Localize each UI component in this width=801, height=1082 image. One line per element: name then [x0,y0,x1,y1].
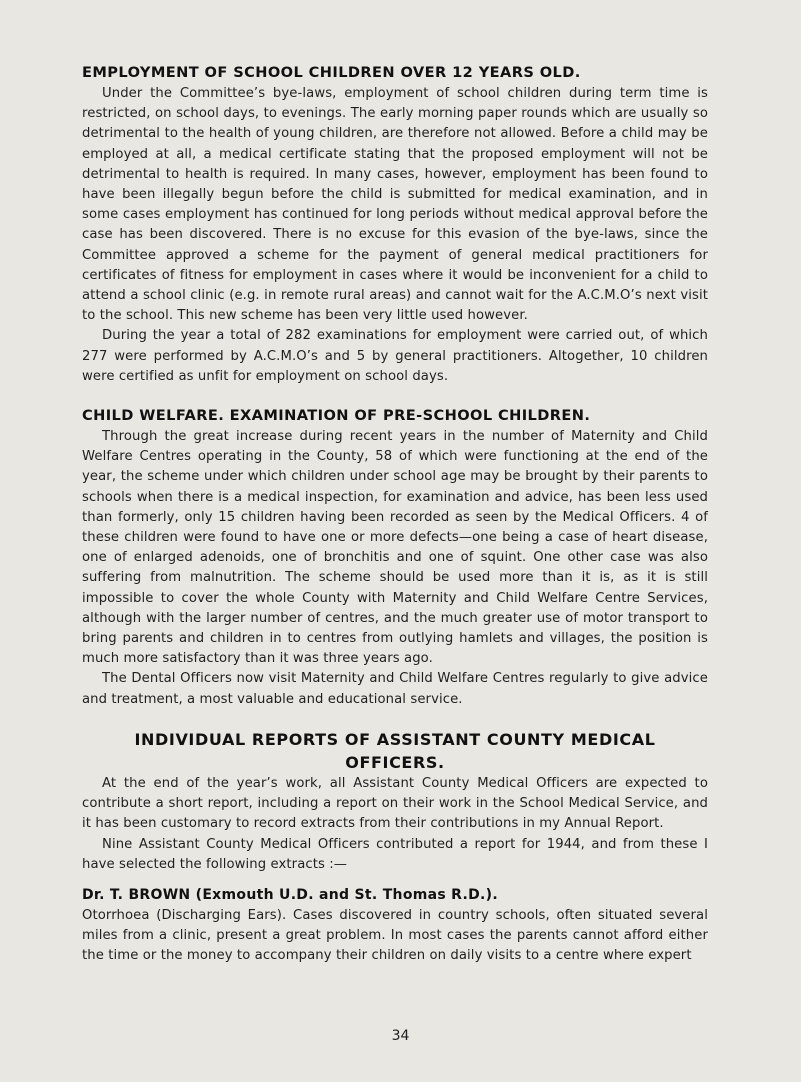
paragraph: At the end of the year’s work, all Assistant County Medical Officers are expected to contribute a short report, including a report on their work in the School Medical Service, and it has been customary to record extracts from their contributions in my Annual Report. [82,775,708,832]
officer-subheading: Dr. T. BROWN (Exmouth U.D. and St. Thomas R.D.). [82,886,498,903]
section-heading-child-welfare: CHILD WELFARE. EXAMINATION OF PRE-SCHOOL CHILDREN. [82,407,591,425]
document-page [82,62,708,967]
section-body-employment [82,84,708,387]
paragraph: Otorrhoea (Discharging Ears). Cases discovered in country schools, often situated several miles from a clinic, present a great problem. In most cases the parents cannot afford either the time or the money to accompany their children on daily visits to a centre where expert [82,907,708,964]
section-heading-individual-reports: INDIVIDUAL REPORTS OF ASSISTANT COUNTY MEDICAL OFFICERS. [134,729,656,772]
page-number: 34 [391,1028,410,1044]
section-body-individual-reports [82,774,708,875]
section-body-child-welfare [82,427,708,710]
paragraph: Under the Committee’s bye-laws, employment of school children during term time is restricted, on school days, to evenings. The early morning paper rounds which are usually so detrimental to the health of young children, are therefore not allowed. Before a child may be employed at all, a medical certificate stating that the proposed employment will not be detrimental to health is required. In many cases, however, employment has been found to have been illegally begun before the child is submitted for medical examination, and in some cases employment has continued for long periods without medical approval before the case has been discovered. There is no excuse for this evasion of the bye-laws, since the Committee approved a scheme for the payment of general medical practitioners for certificates of fitness for employment in cases where it would be inconvenient for a child to attend a school clinic (e.g. in remote rural areas) and cannot wait for the A.C.M.O’s next visit to the school. This new scheme has been very little used however. [82,86,708,324]
paragraph: The Dental Officers now visit Maternity and Child Welfare Centres regularly to give advice and treatment, a most valuable and educational service. [82,671,708,707]
paragraph: Nine Assistant County Medical Officers contributed a report for 1944, and from these I have selected the following extracts :— [82,836,708,872]
paragraph: During the year a total of 282 examinations for employment were carried out, of which 277 were performed by A.C.M.O’s and 5 by general practitioners. Altogether, 10 children were certified as unfit for employment on school days. [82,328,708,384]
paragraph: Through the great increase during recent years in the number of Maternity and Child Welfare Centres operating in the County, 58 of which were functioning at the end of the year, the scheme under which children under school age may be brought by their parents to schools when there is a medical inspection, for examination and advice, has been less used than formerly, only 15 children having been recorded as seen by the Medical Officers. 4 of these children were found to have one or more defects—one being a case of heart disease, one of enlarged adenoids, one of bronchitis and one of squint. One other case was also suffering from malnutrition. The scheme should be used more than it is, as it is still impossible to cover the whole County with Maternity and Child Welfare Centre Services, although with the larger number of centres, and the much greater use of motor transport to bring parents and children in to centres from outlying hamlets and villages, the position is much more satisfactory than it was three years ago. [82,429,708,667]
section-heading-employment: EMPLOYMENT OF SCHOOL CHILDREN OVER 12 YEARS OLD. [82,64,581,81]
